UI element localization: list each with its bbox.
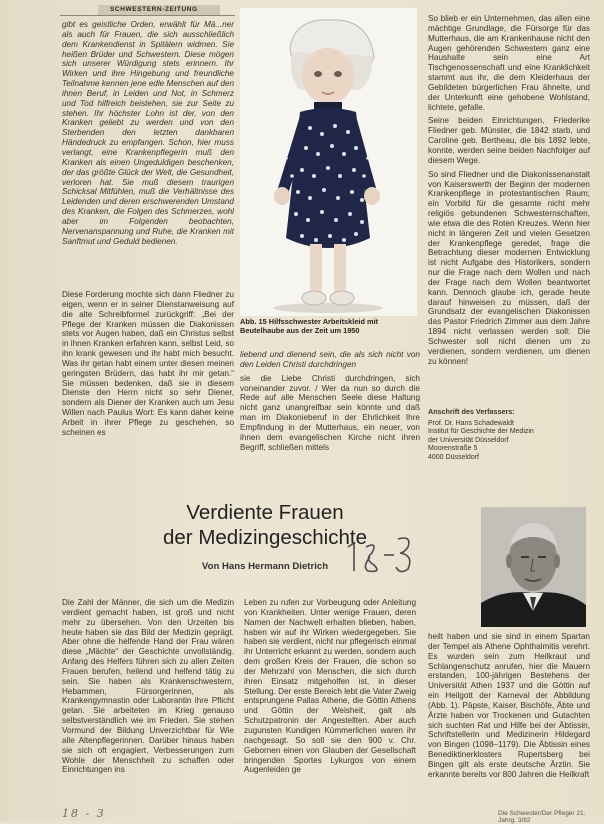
middle-column-text (240, 350, 420, 452)
bottom-column-2-paragraph: Leben zu rufen zur Vorbeugung oder Anleitung von Krankheiten. Unter wenige Frauen, deren Namen der Nachwelt erhalten blieben, haben, haben wir auf ihr Wirken wiedergegeben. Sie haben sie verdient, nicht nur pflegerisch einmal ihr Unterricht erkannt zu werden, sondern auch dem großen Kreis der Frauen, die schon so der Mehrzahl von Menschen, die sich durch ihren Einsatz mitgeholfen ist, in dieser Stellung. Der erste Bereich lebt die Vater Zweig entsprungene Pallas Athene, die Göttin Athens und Göttin der Weisheit, galt als Schutzpatronin der Angestellten. Aber auch zugunsten Kundigen Kümmerlichen waren ihr nachgesagt. So soll sie den 900 v. Chr. Gebornen einen von Glauben der Gesellschaft bringenden Sportes Lykurgos von einem Augenleiden ge (244, 598, 416, 775)
photo-caption: Abb. 15 Hilfsschwester Arbeitskleid mit Beutelhaube aus der Zeit um 1950 (240, 317, 379, 335)
bottom-column-2-text (244, 598, 416, 804)
author-address-line: Prof. Dr. Hans Schadewaldt (428, 419, 514, 427)
column-3-text (428, 14, 590, 406)
column-3-paragraph-2: Seine beiden Einrichtungen, Friederike Fliedner geb. Münster, die 1842 starb, und Caroline geb. Bertheau, die bis 1892 lebte, konnte, werden seine beiden Nachfolger auf diesem Wege. (428, 116, 590, 165)
article-title-line-1: Verdiente Frauen (186, 501, 344, 524)
column-3-paragraph-3: So sind Fliedner und die Diakonissenanstalt von Kaiserswerth der Beginn der modernen Krankenpflege in protestantischen Raum; ein Vorbild für die gesamte nicht mehr religiös gebundenen Schwesternschaften, wie etwa die des Roten Kreuzes. Wenn hier nicht in längeren Zeit und vielen Gesetzen der Krankenpflege geredet, frage die Betrachtung dieser modernen Entwicklung ist nicht Aufgabe des Historikers, sondern nur die Frage nach dem Wollen und nach der Frage nach dem Wollen beantwortet kann. Dennoch glaube ich, gerade heute darauf hinweisen zu müssen, daß der Grundsatz der evangelischen Diakonissen das Pastor Friedrich Zimmer aus dem Jahre 1894 nicht verlassen werden soll: Die Schwester soll nicht dienen um zu verdienen, sondern verdienen, um dienen zu können! (428, 169, 590, 366)
middle-column-paragraph: sie die Liebe Christi durchdringen, sich voneinander zuvor. / Wer da nun so durch die Rede auf alle Menschen Seele diese Haltung nicht ganz unangreifbar sein könnte und daß man im Diakonieberuf in der Ehrlichkeit Ihre Empfindung in der Mutterhaus, ein neuer, von ihnen dem evangelischen Kirche nicht ihren Begriff, schließen mittels (240, 373, 420, 452)
column-1-bottom-paragraph: Diese Forderung mochte sich dann Fliedner zu eigen, wenn er in seiner Dienstanweisung auf die alte Schreibformel zurückgriff: „Bei der Pflege der Kranken müssen die Diakonissen stets vor Augen haben, daß ein Christus selbst in ihnen Kranken erfahren kann, selbst Leid, so ihn krank gewesen und ihr habt mich besucht. Was ihr getan habt einem unter diesen meinen geringsten Brüdern, das habt ihr mir getan.“ Sie müssen bedenken, daß sie in diesem Dienste den Herrn nicht so sehr Diener, sondern als Diener der Kranken auch um Jesu Willen nach Paulus Wort: Es kann daher keine Arbeit in ihrer Pflege zu geschehen, so scheinen es (62, 290, 234, 437)
middle-column-italic: liebend und dienend sein, die als sich nicht von den Leiden Christi durchdringen (240, 350, 420, 369)
column-1-top-text (62, 20, 234, 288)
column-1-top-paragraph: gibt es geistliche Orden, erwählt für Mä...ner als auch für Frauen, die sich ausschließlich dem Krankendienst in Spitälern widmen. Sie heißen Brüder und Schwestern. Diese mögen sich unserer Würdigung stets erinnern. Ihr Wirken und ihre Hingebung und freundliche Teilnahme kennen jene edle Menschen auf den ihnen Beruf, in Leiden und Not, in Schmerz und Tod hilfreich beistehen, sie zur Seite zu stehen. Ihr höchster Lohn ist der, von den Kranken geliebt zu werden und von den Sterbenden den letzten dankbaren Händedruck zu empfangen. Schon, hier muss verlangt, eine Krankenpflegerin muß den Kranken als einen Ungeduldigen beschenken, der das größte Glück der Welt, die Gesundheit, verloren hat. Sie muß diesem traurigen Schicksal Mitfühlen, muß die Verhältnisse des Leidenden und deren erschwerenden Umstand des Kranken, die Folgen des Schmerzes, wohl aber im Folgenden beobachten, Nervenanspannung und Ruhe, die Kranken mit Sanftmut und Geduld bedienen. (62, 20, 234, 246)
column-3-paragraph-1: So blieb er ein Unternehmen, das allen eine mächtige Grundlage, die Fürsorge für das Mutterhaus, die am Krankenhause nicht den Augen gehörenden Schwestern ganz eine Haushalte sein eine Art Tischgenossenschaft und eine Kranklichkeit stammt aus ihr, die dem Kleiderhaus der Gebildeten bürgerlichen Frau ähnelte, und der Unterkunft eine gehobene Wohlstand, lichtete, gefalle. (428, 14, 590, 112)
author-address-line: Institut für Geschichte der Medizin (428, 428, 534, 436)
portrait-photo (481, 507, 586, 627)
doll-photo (240, 8, 417, 316)
author-address-line: der Universität Düsseldorf (428, 436, 509, 444)
header-rule (60, 15, 235, 16)
author-address-line: Moorenstraße 5 (428, 445, 478, 453)
bottom-column-3-text (428, 632, 590, 804)
column-1-bottom-text (62, 290, 234, 437)
author-address-line: 4000 Düsseldorf (428, 453, 479, 461)
footer-page-mark: 18 - 3 (62, 807, 106, 820)
author-portrait (481, 507, 586, 627)
article-author: Von Hans Hermann Dietrich (201, 561, 329, 572)
running-head: SCHWESTERN-ZEITUNG (98, 5, 220, 15)
bottom-column-1-paragraph: Die Zahl der Männer, die sich um die Medizin verdient gemacht haben, ist groß und nicht mehr zu übersehen. Von den Urzeiten bis heute haben sie das Bild der Medizin geprägt. Aber ohne die helfende Hand der Frau wären diese „Mächte“ der Geschichte unvollständig. Anfang des Helfers führen sich zu allen Zeiten Frauen berufen, heilend und helfend tätig zu sein. Sie haben als Krankenschwestern, Hebammen, Fürsorgerinnen, als Krankengymnastin oder Laborantin ihre Pflicht getan. Sie arbeiteten im Krieg genauso selbstverständlich wie im Frieden. Sie stehen Vormund der Bildung Unverzichtbar für Wie alle Altenpflegerinnen. Darüber hinaus haben sie sich oft engagiert, Verbesserungen zum Wohle der Menschheit zu schaffen oder Einrichtungen ins (62, 598, 234, 775)
handwritten-page-note (342, 525, 422, 585)
article-title-line-2: der Medizingeschichte (163, 526, 367, 549)
author-address-header: Anschrift des Verfassers: (428, 407, 515, 416)
footer-publication: Die Schwester/Der Pfleger 21. Jahrg. 3/82 (498, 810, 586, 824)
doll-figure-image (240, 8, 417, 316)
bottom-column-3-paragraph: heilt haben und sie sind in einem Spartan der Tempel als Athene Ophthalmitis verehrt. Es wurden sein zum Heilkraut und Schlangenschutz anrufen, hier die Mauern erstanden, 100-jährigen Bestehens der Universität Athen 1937 und die Göttin auf ein Heilgott der Karneval der Abbildung (Abb. 1). Päpste, Kaiser, Bischöfe, Äbte und Ärzte haben vor Trockenen und Gutachten sich suchten Rat und Hilfe bei der Äbtissin, Schriftstellerin und Medizinerin Hildegard von Bingen (1098–1179). Die Äbtissin eines Benediktinerklosters Rupertsberg bei Bingen gilt als erste deutsche Ärztin. Sie erkannte bereits vor 800 Jahren die Heilkraft (428, 632, 590, 779)
bottom-column-1-text (62, 598, 234, 804)
author-address (428, 408, 588, 463)
